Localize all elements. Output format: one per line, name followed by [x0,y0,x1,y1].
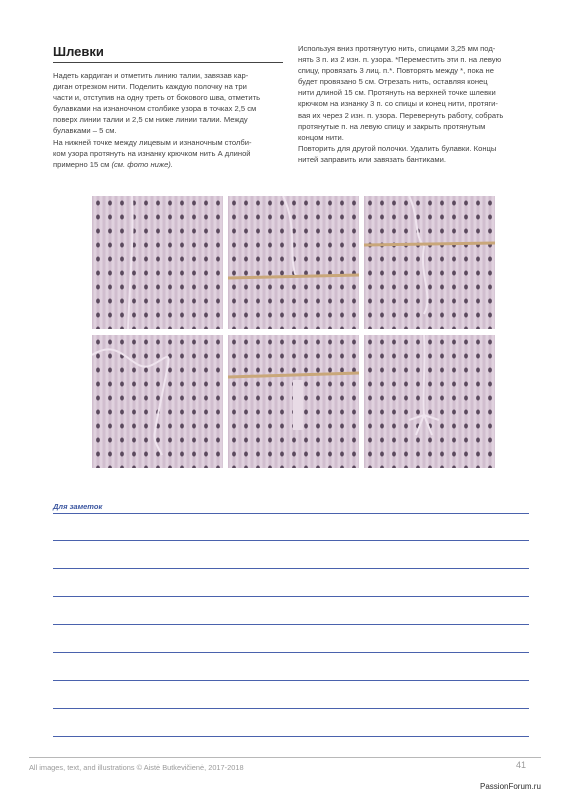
notes-line [53,708,529,709]
yarn-strand [92,196,223,329]
text-line: Надеть кардиган и отметить линию талии, завязав кар- [53,71,249,80]
text-line: нять 3 п. из 2 изн. п. узора. *Переместить эти п. на левую [298,55,502,65]
notes-line [53,736,529,737]
tied-bow [364,335,495,468]
text-line: Повторить для другой полочки. Удалить булавки. Концы [298,143,497,153]
knitting-photo-5 [228,335,359,468]
notes-line [53,680,529,681]
text-line: булавками – 5 см. [53,126,117,136]
page-number: 41 [516,760,527,770]
text-line: поверх линии талии и 2,5 см ниже линии талии. Между [53,115,248,125]
loose-yarn [92,335,223,468]
photo-grid [92,196,495,468]
knitting-photo-2 [228,196,359,329]
right-text-column [298,43,534,165]
knitting-photo-1 [92,196,223,329]
footer-divider [29,757,541,758]
needle-with-strap [228,335,359,468]
text-line: спицу, провязать 3 лиц. п.*. Повторять между *, пока не [298,66,494,76]
text-line: примерно 15 см [53,159,110,169]
text-line: нити длиной 15 см. Протянуть на верхней точке шлевки [298,88,496,98]
text-line: ком узора протянуть на изнанку крючком нить А длиной [53,148,251,158]
title-underline [53,62,283,63]
text-line: вая их через 2 изн. п. узора. Перевернуть работу, собрать [298,110,504,120]
site-watermark: PassionForum.ru [480,782,541,791]
knitting-photo-3 [364,196,495,329]
notes-label: Для заметок [53,502,103,511]
text-line: крючком на изнанку 3 п. со спицы и конец нити, протяги- [298,99,498,109]
notes-line [53,513,529,514]
text-line: На нижней точке между лицевым и изнаночным столби- [53,137,252,147]
photo-reference-note: (см. фото ниже). [111,159,173,169]
needle-with-loop [364,196,495,329]
page-title: Шлевки [53,44,104,59]
needle-with-yarn [228,196,359,329]
left-text-column [53,70,285,170]
notes-line [53,540,529,541]
text-line-with-note [53,159,285,170]
notes-line [53,624,529,625]
text-line: диган отрезком нити. Поделить каждую полочку на три [53,82,247,92]
text-line: нитей заправить или завязать бантиками. [298,154,446,164]
copyright-credit: All images, text, and illustrations © Aistė Butkevičienė, 2017-2018 [29,763,244,772]
text-line: протянутые п. на левую спицу и закрыть протянутым [298,121,486,131]
notes-line [53,652,529,653]
text-line: Используя вниз протянутую нить, спицами 3,25 мм под- [298,44,496,53]
text-line: булавками на изнаночном столбике узора в точках 2,5 см [53,104,257,114]
notes-line [53,596,529,597]
text-line: концом нити. [298,132,344,142]
text-line: будет провязано 5 см. Отрезать нить, оставляя конец [298,77,488,87]
knitting-photo-4 [92,335,223,468]
notes-line [53,568,529,569]
knitting-photo-6 [364,335,495,468]
text-line: части и, отступив на одну треть от бокового шва, отметить [53,93,261,103]
